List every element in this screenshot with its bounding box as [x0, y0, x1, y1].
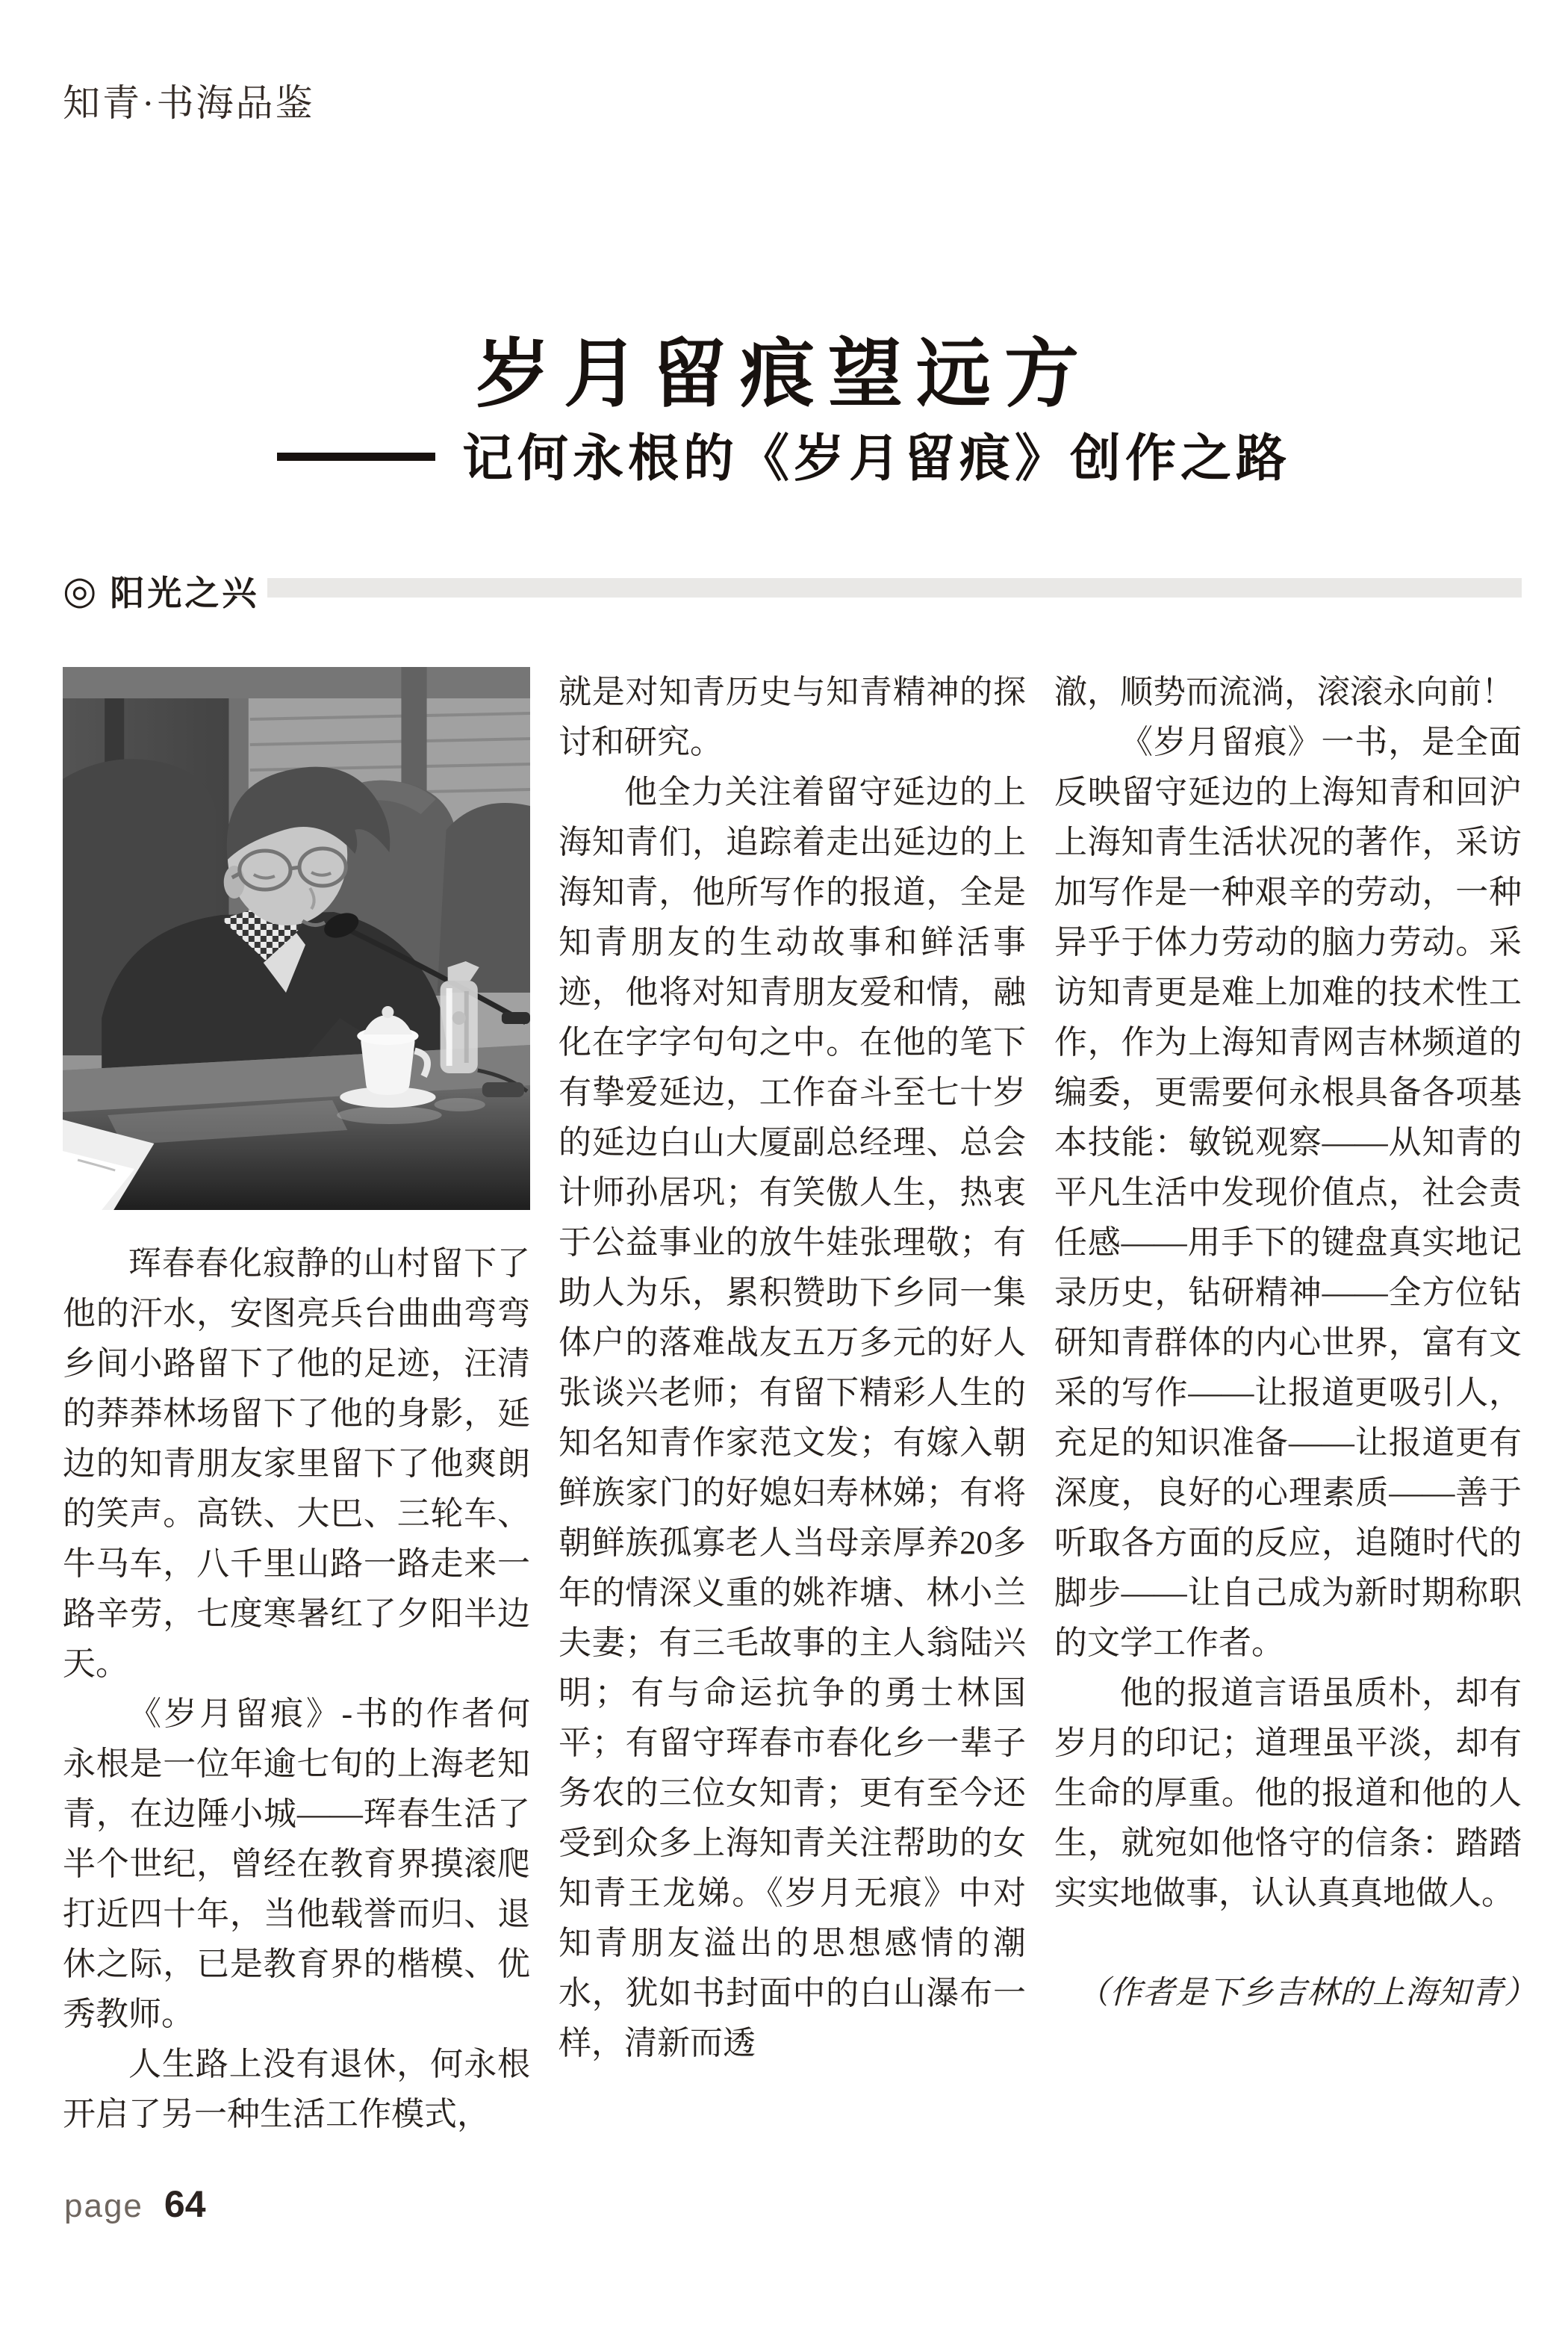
author-note: （作者是下乡吉林的上海知青）: [1077, 1976, 1537, 2011]
column-1: [63, 667, 530, 2139]
paragraph: 他的报道言语虽质朴，却有岁月的印记；道理虽平淡，却有生命的厚重。他的报道和他的人生，就宛如他恪守的信条：踏踏实实地做事，认认真真地做人。: [1054, 1675, 1522, 1911]
byline-author: 阳光之兴: [110, 574, 260, 612]
article-title: 岁月留痕望远方: [476, 333, 1092, 416]
paragraph: 《岁月留痕》一书，是全面反映留守延边的上海知青和回沪上海知青生活状况的著作，采访加写作是一种艰辛的劳动，一种异乎于体力劳动的脑力劳动。采访知青更是难上加难的技术性工作，作为上海知青网吉林频道的编委，更需要何永根具备各项基本技能：敏锐观察——从知青的平凡生活中发现价值点，社会责任感——用手下的键盘真实地记录历史，钻研精神——全方位钻研知青群体的内心世界，富有文采的写作——让报道更吸引人，充足的知识准备——让报道更有深度，良好的心理素质——善于听取各方面的反应，追随时代的脚步——让自己成为新时期称职的文学工作者。: [1054, 724, 1522, 1661]
paragraph-continuation: 澈，顺势而流淌，滚滚永向前！: [1054, 674, 1514, 710]
subtitle-text: 记何永根的《岁月留痕》创作之路: [461, 430, 1291, 487]
byline-divider-bar: [267, 578, 1522, 598]
paragraph: 他全力关注着留守延边的上海知青们，追踪着走出延边的上海知青，他所写作的报道，全是知青朋友的生动故事和鲜活事迹，他将对知青朋友爱和情，融化在字字句句之中。在他的笔下有挚爱延边，工作奋斗至七十岁的延边白山大厦副总经理、总会计师孙居巩；有笑傲人生，热衷于公益事业的放牛娃张理敬；有助人为乐，累积赞助下乡同一集体户的落难战友五万多元的好人张谈兴老师；有留下精彩人生的知名知青作家范文发；有嫁入朝鲜族家门的好媳妇寿林娣；有将朝鲜族孤寡老人当母亲厚养20多年的情深义重的姚祚塘、林小兰夫妻；有三毛故事的主人翁陆兴明；有与命运抗争的勇士林国平；有留守珲春市春化乡一辈子务农的三位女知青；更有至今还受到众多上海知青关注帮助的女知青王龙娣。《岁月无痕》中对知青朋友溢出的思想感情的潮水，犹如书封面中的白山瀑布一样，清新而透: [559, 774, 1026, 2061]
page-footer: [64, 2182, 206, 2226]
paragraph: 人生路上没有退休，何永根开启了另一种生活工作模式，: [63, 2046, 530, 2132]
article-body: [63, 667, 1537, 2139]
column-3: [1054, 667, 1537, 2139]
paragraph: 《岁月留痕》-书的作者何永根是一位年逾七旬的上海老知青，在边陲小城——珲春生活了半个世纪，曾经在教育界摸滚爬打近四十年，当他载誉而归、退休之际，已是教育界的楷模、优秀教师。: [63, 1695, 530, 2032]
photo-illustration: [63, 667, 530, 1210]
column-2: [559, 667, 1026, 2139]
paragraph-continuation: 就是对知青历史与知青精神的探讨和研究。: [559, 674, 1026, 760]
article-subtitle: [0, 423, 1568, 494]
subtitle-dash: [277, 453, 435, 461]
byline-row: [63, 566, 1522, 613]
paragraph: 珲春春化寂静的山村留下了他的汗水，安图亮兵台曲曲弯弯乡间小路留下了他的足迹，汪清的莽莽林场留下了他的身影，延边的知青朋友家里留下了他爽朗的笑声。高铁、大巴、三轮车、牛马车，八千里山路一路走来一路辛劳，七度寒暑红了夕阳半边天。: [63, 1245, 530, 1682]
byline-circle-icon: ◎: [63, 568, 97, 613]
footer-page-label: page: [64, 2188, 143, 2224]
article-photo: [63, 667, 530, 1210]
section-header: 知青·书海品鉴: [63, 82, 315, 124]
footer-page-number: 64: [164, 2183, 206, 2225]
